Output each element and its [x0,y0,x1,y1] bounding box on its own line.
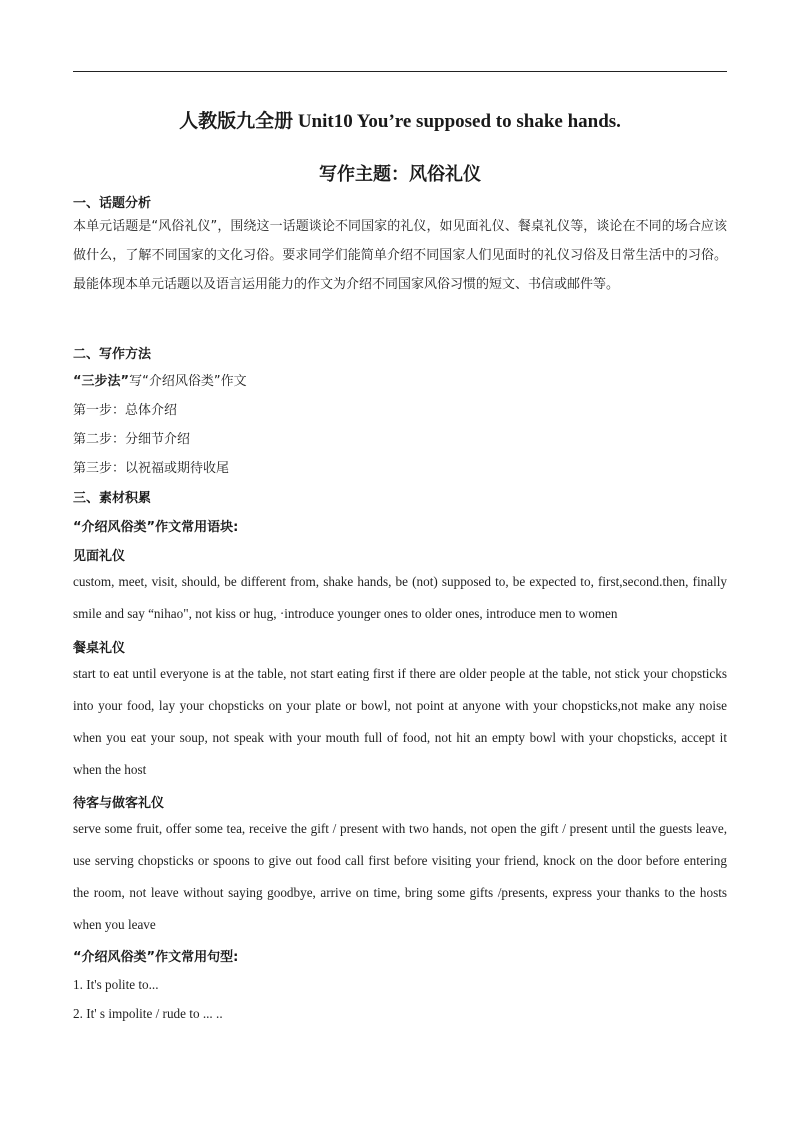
step-3: 第三步：以祝福或期待收尾 [73,461,230,476]
section-heading-materials: 三、素材积累 [73,491,152,506]
meeting-etiquette-heading: 见面礼仪 [73,549,126,564]
sentence-pattern-1: 1. It's polite to... [73,977,159,992]
header-rule [73,71,727,72]
chunks-heading: “介绍风俗类”作文常用语块: [73,520,239,535]
step-2: 第二步：分细节介绍 [73,432,191,447]
sentence-patterns-heading: “介绍风俗类”作文常用句型: [73,950,239,965]
step-1: 第一步：总体介绍 [73,403,178,418]
table-manners-heading: 餐桌礼仪 [73,641,126,656]
hosting-etiquette-heading: 待客与做客礼仪 [73,796,165,811]
section-heading-topic-analysis: 一、话题分析 [73,196,152,211]
topic-analysis-paragraph: 本单元话题是“风俗礼仪”，围绕这一话题谈论不同国家的礼仪，如见面礼仪、餐桌礼仪等，谈论在不同的场合应该做什么，了解不同国家的文化习俗。要求同学们能简单介绍不同国家人们见面时的礼仪习俗及日常生活中的习俗。最能体现本单元话题以及语言运用能力的作文为介绍不同国家风俗习惯的短文、书信或邮件等。 [73,219,727,292]
three-step-label: “三步法” [73,374,130,389]
page-subtitle: 写作主题：风俗礼仪 [319,164,481,185]
sentence-pattern-2: 2. It' s impolite / rude to ... .. [73,1006,223,1021]
meeting-etiquette-text: custom, meet, visit, should, be different from, shake hands, be (not) supposed to, be expected to, first,second.then, finally smile and say “nihao", not kiss or hug, ·introduce younger ones to older ones, introduce men to women [73,574,727,621]
section-heading-writing-method: 二、写作方法 [73,347,152,362]
hosting-etiquette-text: serve some fruit, offer some tea, receive the gift / present with two hands, not open the gift / present until the guests leave, use serving chopsticks or spoons to give out food call first before visiting your friend, knock on the door before entering the room, not leave without saying goodbye, arrive on time, bring some gifts /presents, express your thanks to the hosts when you leave [73,821,727,932]
writing-method-line [73,370,727,389]
page-title: 人教版九全册 Unit10 You’re supposed to shake hands. [179,111,621,132]
table-manners-text: start to eat until everyone is at the table, not start eating first if there are older people at the table, not stick your chopsticks into your food, lay your chopsticks on your plate or bowl, not point at anyone with your chopsticks,not make any noise when you eat your soup, not speak with your mouth full of food, not hit an empty bowl with your chopsticks, accept it when the host [73,666,727,777]
three-step-text: 写“介绍风俗类”作文 [129,374,247,389]
